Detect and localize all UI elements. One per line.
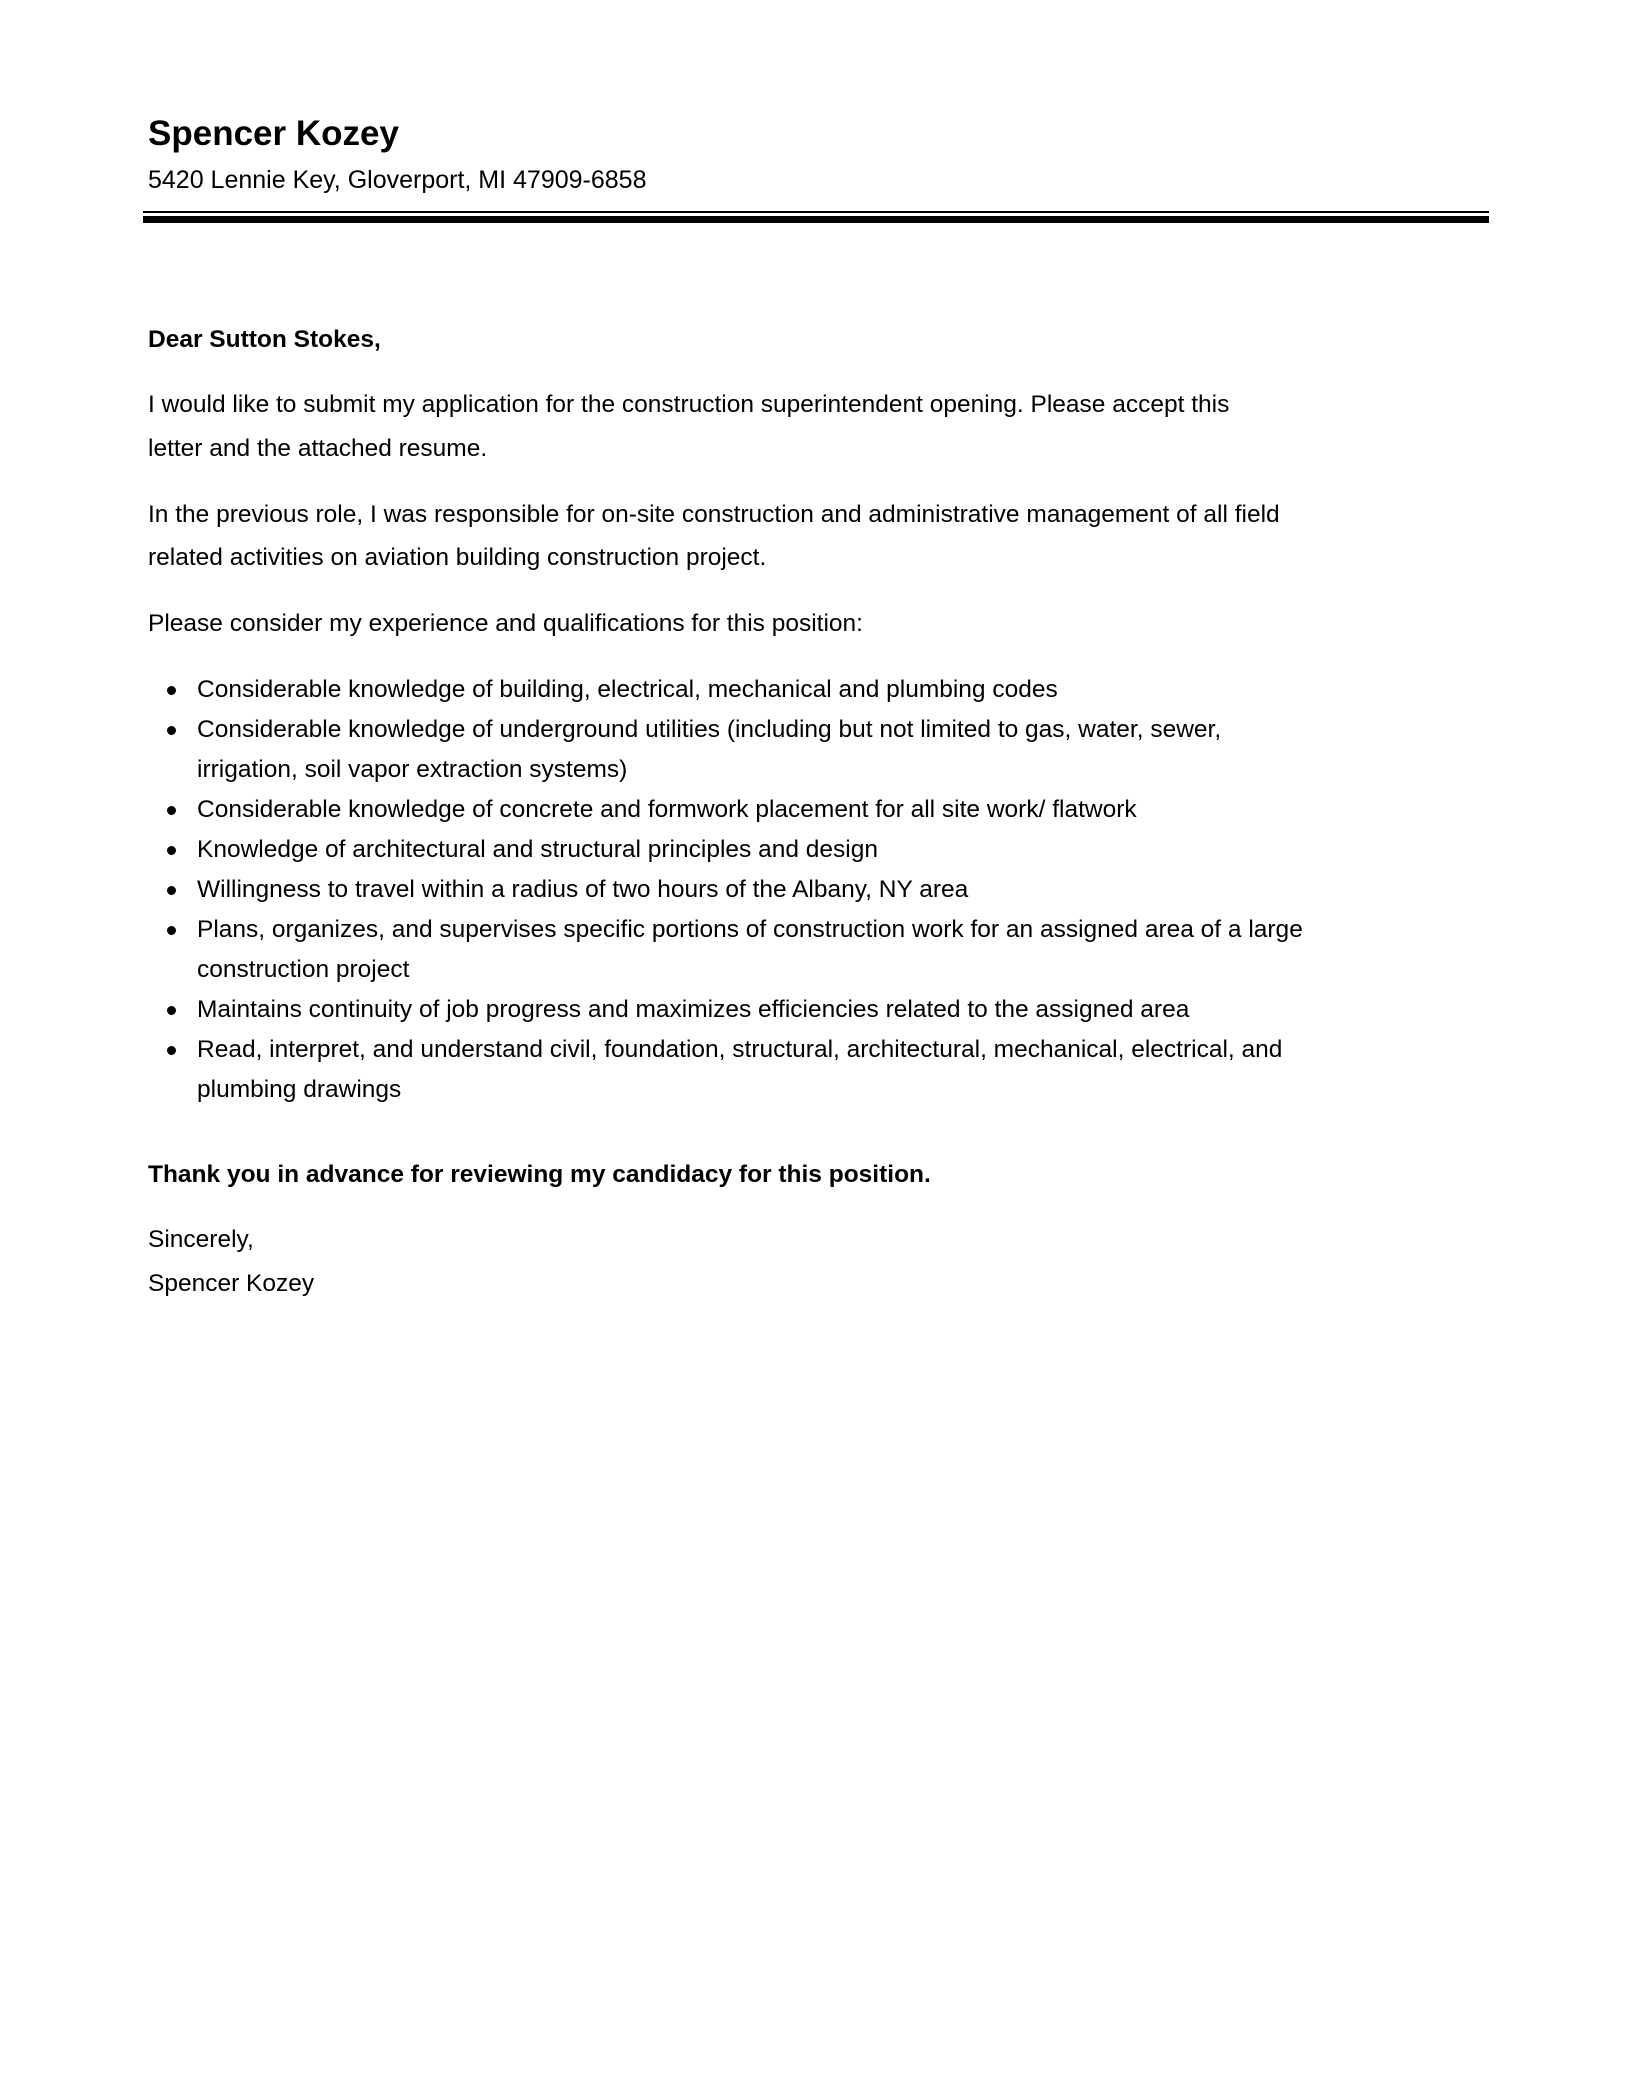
paragraph-line: Please consider my experience and qualifications for this position: [148,610,863,637]
list-item-text: irrigation, soil vapor extraction systems) [197,756,628,783]
paragraph-line: related activities on aviation building construction project. [148,544,767,571]
bullet-icon [167,686,176,695]
list-item-text: construction project [197,956,410,983]
bullet-icon [167,1046,176,1055]
list-item-text: Considerable knowledge of concrete and formwork placement for all site work/ flatwork [197,796,1137,823]
bullet-icon [167,926,176,935]
sender-address: 5420 Lennie Key, Gloverport, MI 47909-6858 [148,166,647,194]
paragraph-line: letter and the attached resume. [148,435,488,462]
list-item-text: Willingness to travel within a radius of two hours of the Albany, NY area [197,876,969,903]
list-item-text: Knowledge of architectural and structural principles and design [197,836,878,863]
bullet-icon [167,806,176,815]
paragraph-line: In the previous role, I was responsible for on-site construction and administrative management of all field [148,501,1280,528]
paragraph-line: I would like to submit my application for the construction superintendent opening. Please accept this [148,391,1230,418]
list-item-text: Maintains continuity of job progress and maximizes efficiencies related to the assigned area [197,996,1190,1023]
bullet-icon [167,1006,176,1015]
bullet-icon [167,846,176,855]
list-item-text: plumbing drawings [197,1076,402,1103]
list-item-text: Considerable knowledge of underground utilities (including but not limited to gas, water, sewer, [197,716,1222,743]
greeting: Dear Sutton Stokes, [148,326,381,353]
bullet-icon [167,886,176,895]
bullet-icon [167,726,176,735]
list-item-text: Plans, organizes, and supervises specific portions of construction work for an assigned area of a large [197,916,1303,943]
signature: Spencer Kozey [148,1270,315,1297]
header-divider-thick [143,216,1489,223]
list-item-text: Considerable knowledge of building, electrical, mechanical and plumbing codes [197,676,1058,703]
sign-off: Sincerely, [148,1226,254,1253]
closing-statement: Thank you in advance for reviewing my candidacy for this position. [148,1161,931,1188]
sender-name: Spencer Kozey [148,114,399,153]
header-divider-thin [143,211,1489,213]
list-item-text: Read, interpret, and understand civil, foundation, structural, architectural, mechanical, electrical, and [197,1036,1283,1063]
